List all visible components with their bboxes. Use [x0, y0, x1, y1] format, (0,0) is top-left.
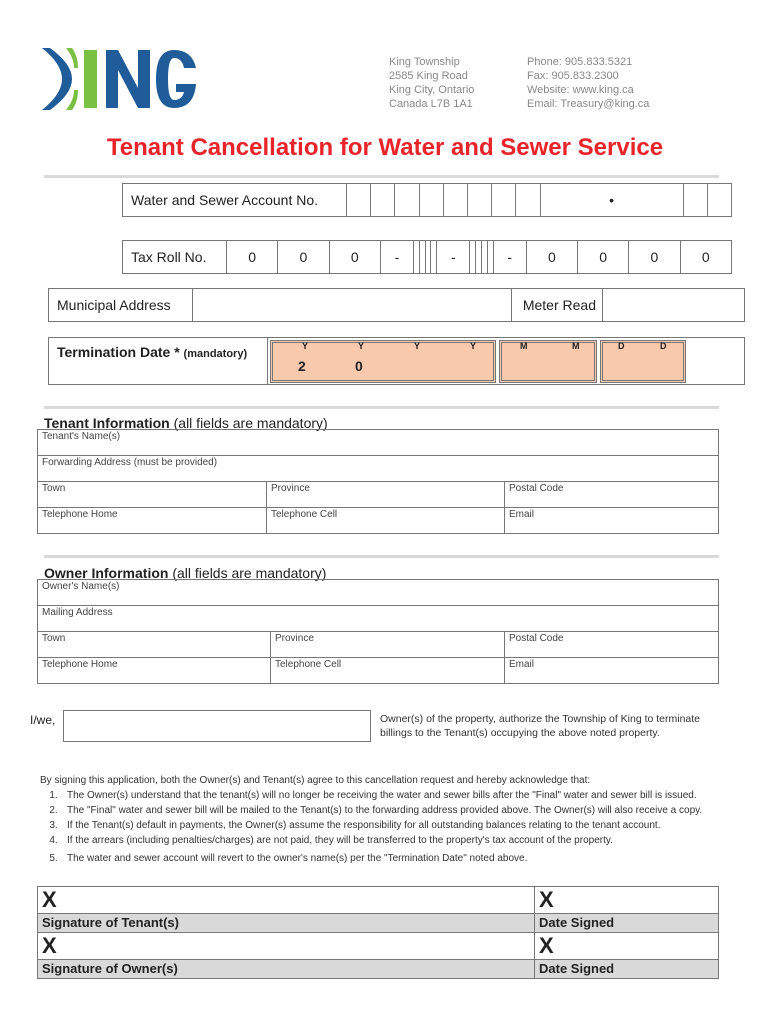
municipal-address-input[interactable] [193, 289, 512, 322]
tenant-province-field[interactable]: Province [267, 482, 505, 508]
tenant-postal-field[interactable]: Postal Code [505, 482, 719, 508]
tenant-signature-field[interactable]: X [38, 887, 535, 914]
term-text: The "Final" water and sewer bill will be mailed to the Tenant(s) to the forwarding address provided above. The Owner(s) will also receive a copy. [67, 805, 703, 816]
contact-line: Phone: 905.833.5321 [527, 56, 633, 68]
tax-roll-digit[interactable]: - [493, 241, 526, 274]
tenant-date-label: Date Signed [535, 914, 719, 933]
date-header-m: M [572, 341, 580, 351]
owner-tel-home-field[interactable]: Telephone Home [38, 658, 271, 684]
date-header-y: Y [358, 341, 365, 351]
owner-postal-field[interactable]: Postal Code [505, 632, 719, 658]
tenant-note: (all fields are mandatory) [173, 415, 328, 431]
owner-email-field[interactable]: Email [505, 658, 719, 684]
tenant-heading-text: Tenant Information [44, 415, 170, 431]
account-digit[interactable] [419, 184, 443, 217]
terms-list [40, 788, 740, 866]
mandatory-note: (mandatory) [183, 348, 248, 360]
authorize-text: Owner(s) of the property, authorize the Township of King to terminate billings to the Tenant(s) occupying the above noted property. [380, 713, 701, 739]
terms-item [40, 803, 740, 818]
king-logo [40, 44, 200, 114]
forwarding-address-field[interactable]: Forwarding Address (must be provided) [38, 456, 719, 482]
terms-intro: By signing this application, both the Owner(s) and Tenant(s) agree to this cancellation request and hereby acknowledge that: [40, 775, 591, 786]
owner-date-field[interactable]: X [535, 933, 719, 960]
account-dot: • [540, 184, 683, 217]
tax-roll-row [122, 240, 732, 274]
year-digit: 0 [355, 358, 363, 374]
tenant-email-field[interactable]: Email [505, 508, 719, 534]
owner-names-field[interactable]: Owner's Name(s) [38, 580, 719, 606]
term-number: 4. [49, 835, 58, 846]
tenant-tel-home-field[interactable]: Telephone Home [38, 508, 267, 534]
term-number: 5. [49, 853, 58, 864]
mailing-address-field[interactable]: Mailing Address [38, 606, 719, 632]
page-title: Tenant Cancellation for Water and Sewer Service [106, 134, 664, 161]
date-header-y: Y [414, 341, 421, 351]
term-number: 1. [49, 790, 58, 801]
terms-item [40, 788, 740, 803]
tenant-date-field[interactable]: X [535, 887, 719, 914]
owner-tel-cell-field[interactable]: Telephone Cell [271, 658, 505, 684]
account-digit[interactable] [683, 184, 707, 217]
tax-roll-digit[interactable]: 0 [329, 241, 380, 274]
municipal-address-label: Municipal Address [49, 289, 193, 322]
township-contact [527, 55, 649, 111]
account-digit[interactable] [371, 184, 395, 217]
township-address [389, 55, 474, 111]
owner-town-field[interactable]: Town [38, 632, 271, 658]
address-line: King Township [389, 56, 460, 68]
tax-roll-digit[interactable]: - [437, 241, 470, 274]
month-box[interactable] [499, 340, 597, 383]
year-digit: 2 [298, 358, 306, 374]
contact-line: Fax: 905.833.2300 [527, 70, 619, 82]
terms-item [40, 851, 740, 866]
terms-item [40, 833, 740, 848]
tax-roll-digit[interactable]: 0 [578, 241, 629, 274]
day-box[interactable] [600, 340, 686, 383]
termination-date-field [267, 337, 745, 385]
address-line: King City, Ontario [389, 84, 475, 96]
tenant-names-field[interactable]: Tenant's Name(s) [38, 430, 719, 456]
tax-roll-label: Tax Roll No. [123, 241, 227, 274]
owner-form [37, 579, 719, 684]
term-text: The water and sewer account will revert to the owner's name(s) per the "Termination Date" noted above. [67, 853, 528, 864]
address-line: 2585 King Road [389, 70, 468, 82]
term-number: 3. [49, 820, 58, 831]
tax-roll-digit[interactable]: 0 [680, 241, 731, 274]
account-digit[interactable] [492, 184, 516, 217]
meter-read-label: Meter Read [512, 289, 603, 322]
owner-signature-label: Signature of Owner(s) [38, 960, 535, 979]
tenant-signature-label: Signature of Tenant(s) [38, 914, 535, 933]
meter-read-input[interactable] [603, 289, 745, 322]
term-number: 2. [49, 805, 58, 816]
tenant-town-field[interactable]: Town [38, 482, 267, 508]
account-digit[interactable] [395, 184, 419, 217]
term-text: If the arrears (including penalties/charges) are not paid, they will be transferred to the property's tax account of the property. [67, 835, 613, 846]
divider [44, 555, 719, 558]
account-label: Water and Sewer Account No. [123, 184, 347, 217]
tax-roll-digit[interactable]: 0 [278, 241, 329, 274]
tenant-form [37, 429, 719, 534]
account-number-row [122, 183, 732, 217]
account-digit[interactable] [347, 184, 371, 217]
account-digit[interactable] [707, 184, 731, 217]
divider [44, 175, 719, 178]
terms-item [40, 818, 740, 833]
iwe-label: I/we, [30, 713, 56, 727]
tax-roll-digit[interactable]: 0 [526, 241, 577, 274]
tax-roll-digit[interactable]: - [380, 241, 413, 274]
date-header-d: D [618, 341, 625, 351]
owner-signature-field[interactable]: X [38, 933, 535, 960]
date-header-y: Y [470, 341, 477, 351]
date-header-y: Y [302, 341, 309, 351]
owner-note: (all fields are mandatory) [172, 565, 327, 581]
contact-line: Email: Treasury@king.ca [527, 98, 650, 110]
tax-roll-digit[interactable]: 0 [227, 241, 278, 274]
date-header-m: M [520, 341, 528, 351]
owner-heading-text: Owner Information [44, 565, 169, 581]
term-text: The Owner(s) understand that the tenant(s) will no longer be receiving the water and sewer bills after the "Final" water and sewer bill is issued. [67, 790, 697, 801]
owner-date-label: Date Signed [535, 960, 719, 979]
municipal-address-row [48, 288, 745, 322]
termination-date-label-cell [48, 337, 268, 385]
term-text: If the Tenant(s) default in payments, the Owner(s) assume the responsibility for all outstanding balances relating to the tenant account. [67, 820, 661, 831]
termination-date-label: Termination Date * [57, 344, 180, 360]
owner-province-field[interactable]: Province [271, 632, 505, 658]
iwe-input[interactable] [63, 710, 371, 742]
tax-roll-digit[interactable]: 0 [629, 241, 680, 274]
signature-table [37, 886, 719, 979]
date-header-d: D [660, 341, 667, 351]
account-digit[interactable] [443, 184, 467, 217]
contact-line: Website: www.king.ca [527, 84, 634, 96]
divider [44, 406, 719, 409]
account-digit[interactable] [516, 184, 540, 217]
account-digit[interactable] [468, 184, 492, 217]
tenant-tel-cell-field[interactable]: Telephone Cell [267, 508, 505, 534]
address-line: Canada L7B 1A1 [389, 98, 473, 110]
